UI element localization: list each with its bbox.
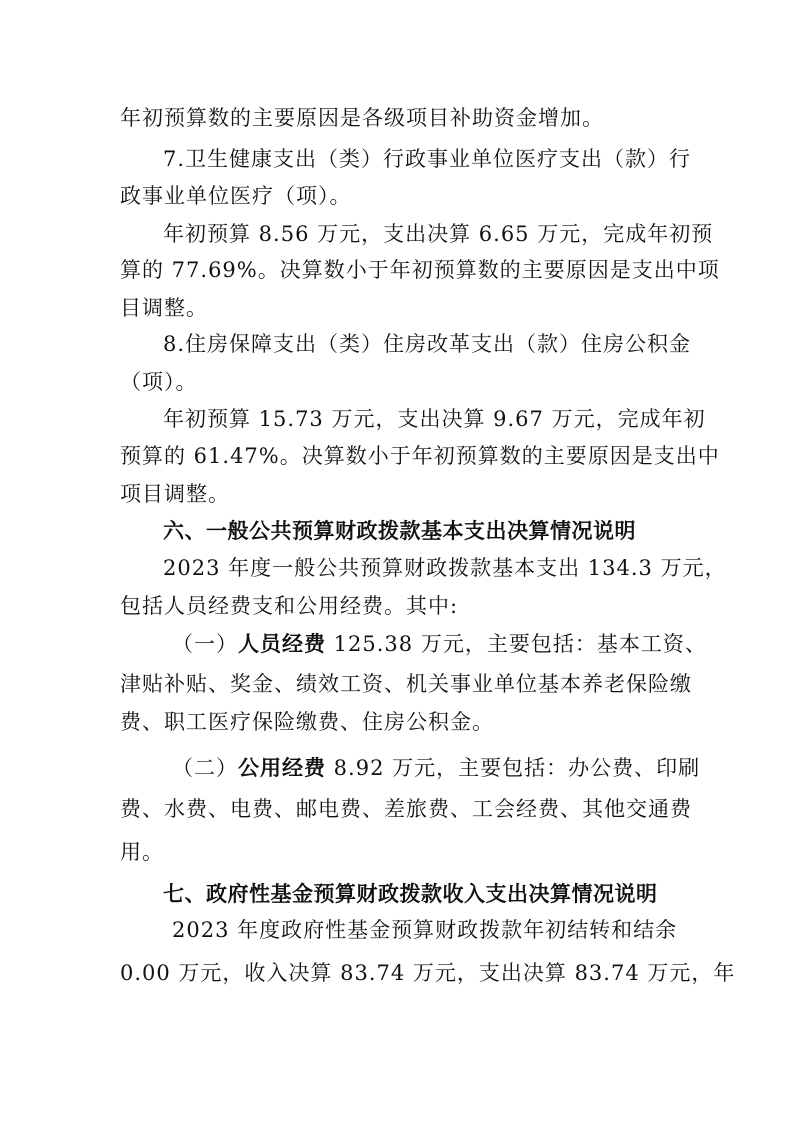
public-rest: 8.92 万元，主要包括：办公费、印刷 — [326, 756, 701, 780]
paragraph-line: 用。 — [120, 840, 164, 864]
paragraph-line: 算的 77.69%。决算数小于年初预算数的主要原因是支出中项 — [120, 258, 720, 282]
paragraph-line: 预算的 61.47%。决算数小于年初预算数的主要原因是支出中 — [120, 444, 720, 468]
personnel-prefix: （一） — [172, 632, 238, 656]
personnel-rest: 125.38 万元，主要包括：基本工资、 — [326, 632, 707, 656]
paragraph-line: 项目调整。 — [120, 482, 230, 506]
public-title: 公用经费 — [238, 756, 326, 780]
paragraph-line: 目调整。 — [120, 296, 208, 320]
paragraph-line: 年初预算数的主要原因是各级项目补助资金增加。 — [120, 106, 604, 130]
public-prefix: （二） — [172, 756, 238, 780]
item-7-heading: 7.卫生健康支出（类）行政事业单位医疗支出（款）行 — [163, 147, 692, 171]
paragraph-line: 年初预算 15.73 万元，支出决算 9.67 万元，完成年初 — [163, 407, 706, 431]
item-7-heading-cont: 政事业单位医疗（项）。 — [120, 184, 352, 208]
paragraph-line: 津贴补贴、奖金、绩效工资、机关事业单位基本养老保险缴 — [120, 672, 692, 696]
paragraph-line: 年初预算 8.56 万元，支出决算 6.65 万元，完成年初预 — [163, 222, 714, 246]
paragraph-line: 2023 年度政府性基金预算财政拨款年初结转和结余 — [172, 918, 678, 942]
section-7-heading: 七、政府性基金预算财政拨款收入支出决算情况说明 — [163, 882, 658, 906]
paragraph-line: 0.00 万元，收入决算 83.74 万元，支出决算 83.74 万元，年 — [120, 961, 736, 985]
paragraph-line: 费、职工医疗保险缴费、住房公积金。 — [120, 710, 494, 734]
personnel-title: 人员经费 — [238, 632, 326, 656]
paragraph-line: 2023 年度一般公共预算财政拨款基本支出 134.3 万元， — [163, 556, 727, 580]
item-8-heading: 8.住房保障支出（类）住房改革支出（款）住房公积金 — [163, 332, 692, 356]
item-8-heading-cont: （项）。 — [120, 370, 198, 394]
paragraph-line: 费、水费、电费、邮电费、差旅费、工会经费、其他交通费 — [120, 797, 692, 821]
public-expense-line — [172, 752, 732, 784]
personnel-expense-line — [172, 628, 732, 660]
paragraph-line: 包括人员经费支和公用经费。其中: — [120, 594, 459, 618]
section-6-heading: 六、一般公共预算财政拨款基本支出决算情况说明 — [163, 519, 636, 543]
